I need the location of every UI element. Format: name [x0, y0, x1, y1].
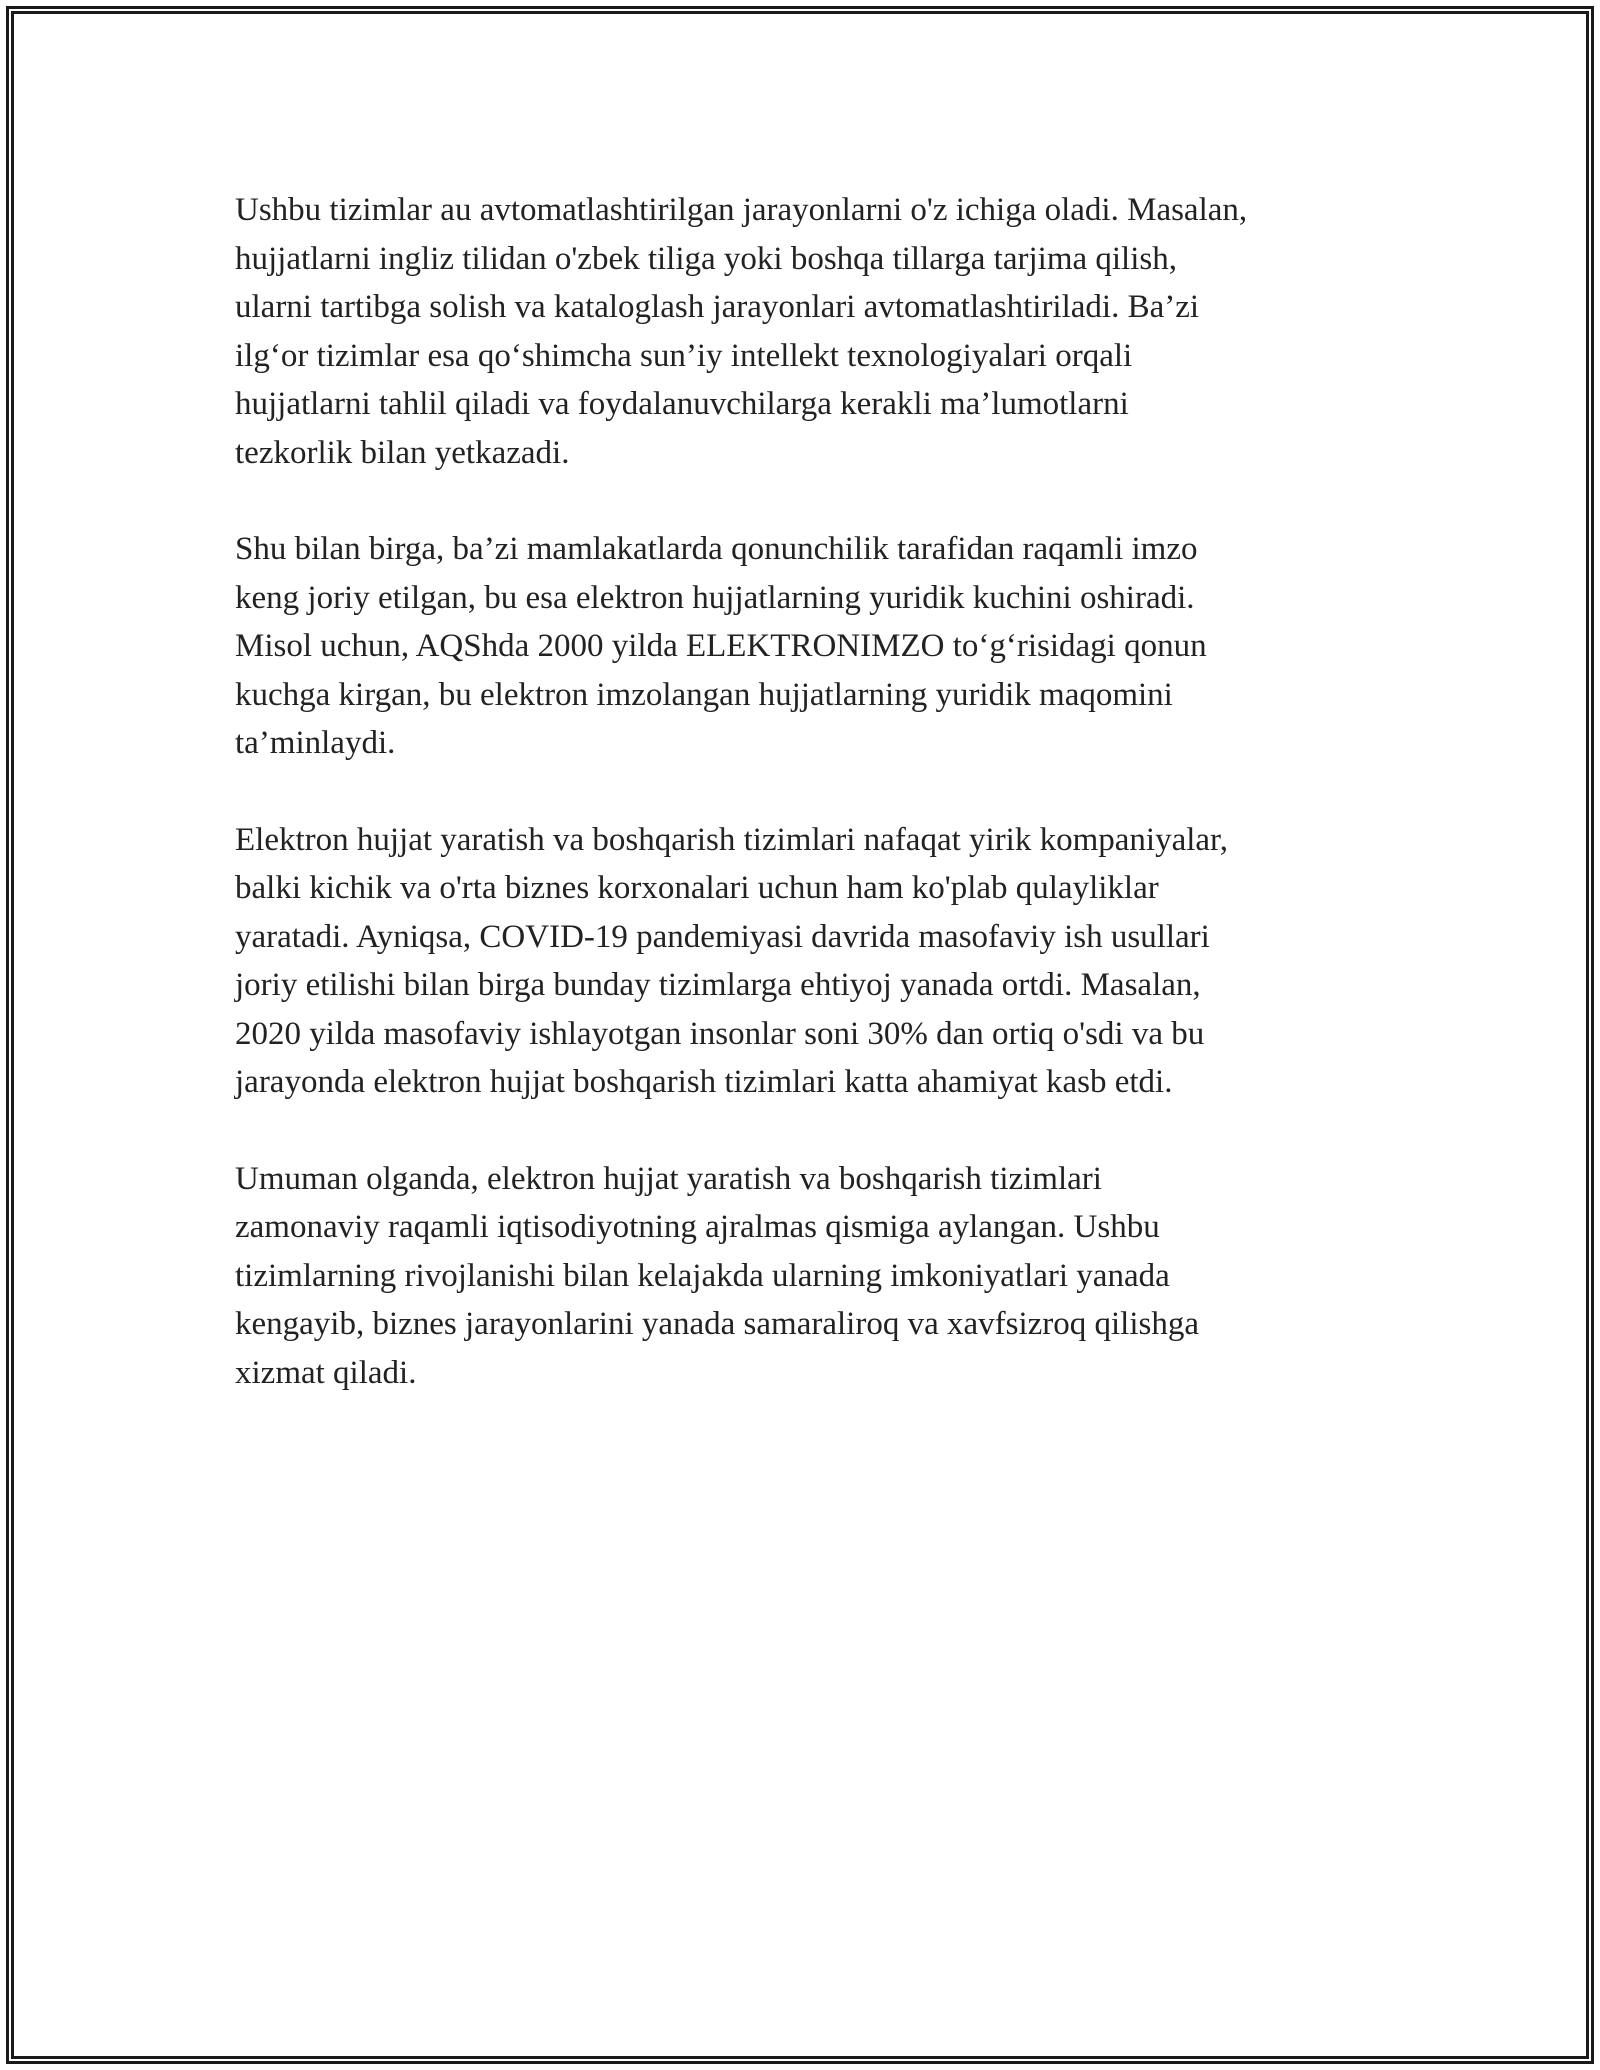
- text-line: hujjatlarni ingliz tilidan o'zbek tiliga yoki boshqa tillarga tarjima qilish,: [235, 240, 1177, 277]
- text-line: Umuman olganda, elektron hujjat yaratish va boshqarish tizimlari: [235, 1160, 1102, 1197]
- text-line: xizmat qiladi.: [235, 1354, 417, 1391]
- text-line: ta’minlaydi.: [235, 725, 396, 761]
- paragraph-2: [235, 525, 1365, 768]
- text-line: balki kichik va o'rta biznes korxonalari uchun ham ko'plab qulayliklar: [235, 870, 1159, 906]
- text-line: kuchga kirgan, bu elektron imzolangan hujjatlarning yuridik maqomini: [235, 676, 1173, 713]
- text-line: kengayib, biznes jarayonlarini yanada samaraliroq va xavfsizroq qilishga: [235, 1306, 1199, 1342]
- text-line: yaratadi. Ayniqsa, COVID-19 pandemiyasi davrida masofaviy ish usullari: [235, 918, 1210, 955]
- text-line: Misol uchun, AQShda 2000 yilda ELEKTRONIMZO to‘g‘risidagi qonun: [235, 628, 1207, 664]
- text-line: tezkorlik bilan yetkazadi.: [235, 434, 570, 471]
- text-line: keng joriy etilgan, bu esa elektron hujjatlarning yuridik kuchini oshiradi.: [235, 579, 1195, 616]
- text-line: ilg‘or tizimlar esa qo‘shimcha sun’iy intellekt texnologiyalari orqali: [235, 337, 1133, 374]
- text-line: hujjatlarni tahlil qiladi va foydalanuvchilarga kerakli ma’lumotlarni: [235, 386, 1129, 422]
- paragraph-3: [235, 816, 1365, 1107]
- text-line: Elektron hujjat yaratish va boshqarish tizimlari nafaqat yirik kompaniyalar,: [235, 821, 1228, 858]
- text-line: jarayonda elektron hujjat boshqarish tizimlari katta ahamiyat kasb etdi.: [235, 1064, 1173, 1100]
- text-line: tizimlarning rivojlanishi bilan kelajakda ularning imkoniyatlari yanada: [235, 1257, 1170, 1294]
- document-body: [235, 186, 1365, 1445]
- text-line: ularni tartibga solish va kataloglash jarayonlari avtomatlashtiriladi. Ba’zi: [235, 289, 1200, 325]
- text-line: 2020 yilda masofaviy ishlayotgan insonlar soni 30% dan ortiq o'sdi va bu: [235, 1015, 1205, 1052]
- text-line: zamonaviy raqamli iqtisodiyotning ajralmas qismiga aylangan. Ushbu: [235, 1209, 1160, 1245]
- text-line: joriy etilishi bilan birga bunday tizimlarga ehtiyoj yanada ortdi. Masalan,: [235, 967, 1201, 1003]
- paragraph-1: [235, 186, 1365, 477]
- text-line: Ushbu tizimlar au avtomatlashtirilgan jarayonlarni o'z ichiga oladi. Masalan,: [235, 192, 1248, 228]
- paragraph-4: [235, 1155, 1365, 1398]
- text-line: Shu bilan birga, ba’zi mamlakatlarda qonunchilik tarafidan raqamli imzo: [235, 531, 1198, 567]
